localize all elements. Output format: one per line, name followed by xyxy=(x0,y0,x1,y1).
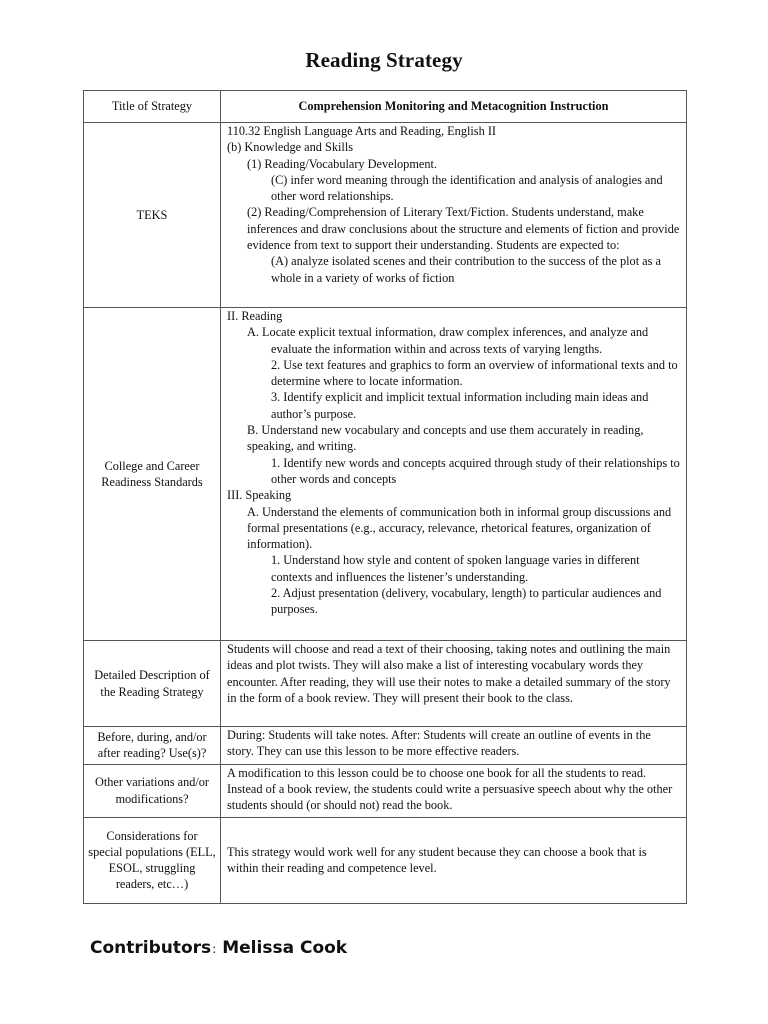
standard-line: 1. Understand how style and content of spoken language varies in different contexts and influences the listener’s understanding. xyxy=(271,553,640,584)
teks-line: (A) analyze isolated scenes and their contribution to the success of the plot as a whole in a variety of works of fiction xyxy=(271,254,661,285)
ccr-standards-content xyxy=(221,308,687,641)
uses-content: During: Students will take notes. After: Students will create an outline of events in the story. They can use this lesson to be more effective readers. xyxy=(221,727,687,765)
teks-line: 110.32 English Language Arts and Reading, English II xyxy=(227,124,497,138)
standard-line: A. Locate explicit textual information, draw complex inferences, and analyze and evaluate the information within and across texts of varying lengths. xyxy=(247,325,649,356)
special-populations-content: This strategy would work well for any student because they can choose a book that is within their reading and competence level. xyxy=(221,817,687,903)
teks-line: (1) Reading/Vocabulary Development. xyxy=(247,156,437,171)
row-label: Before, during, and/or after reading? Use(s)? xyxy=(84,727,221,765)
contributors-separator: : xyxy=(212,942,217,956)
description-content: Students will choose and read a text of their choosing, taking notes and outlining the main ideas and plot twists. They will also make a list of interesting vocabulary words they encounter. After reading, they will use their notes to make a detailed summary of the story in the form of a book review. They will present their book to the class. xyxy=(221,641,687,727)
standard-line: 3. Identify explicit and implicit textual information including main ideas and author’s purpose. xyxy=(271,390,649,421)
strategy-title-value: Comprehension Monitoring and Metacognition Instruction xyxy=(221,91,687,123)
contributor-name: Melissa Cook xyxy=(222,938,348,958)
row-label: College and Career Readiness Standards xyxy=(84,308,221,641)
teks-line: (b) Knowledge and Skills xyxy=(227,140,354,155)
standard-line: II. Reading xyxy=(227,309,283,323)
table-row xyxy=(84,817,687,903)
page-title: Reading Strategy xyxy=(305,48,463,72)
table-row xyxy=(84,308,687,641)
table-row xyxy=(84,123,687,308)
standard-line: 1. Identify new words and concepts acquired through study of their relationships to other words and concepts xyxy=(271,455,680,486)
row-label: Other variations and/or modifications? xyxy=(84,764,221,817)
standard-line: 2. Adjust presentation (delivery, vocabulary, length) to particular audiences and purposes. xyxy=(271,586,662,617)
table-row xyxy=(84,91,687,123)
row-label: Detailed Description of the Reading Strategy xyxy=(84,641,221,727)
table-row xyxy=(84,641,687,727)
contributors-line xyxy=(90,938,347,958)
contributors-label: Contributors xyxy=(90,938,212,958)
table-row xyxy=(84,764,687,817)
row-label: Title of Strategy xyxy=(84,91,221,123)
teks-line: (C) infer word meaning through the identification and analysis of analogies and other word relationships. xyxy=(271,172,663,204)
teks-line: (2) Reading/Comprehension of Literary Text/Fiction. Students understand, make inferences and draw conclusions about the structure and elements of fiction and provide evidence from text to support their understanding. Students are expected to: xyxy=(247,205,680,253)
strategy-table xyxy=(83,90,687,904)
standard-line: A. Understand the elements of communication both in informal group discussions and formal presentations (e.g., accuracy, relevance, rhetorical features, organization of information). xyxy=(247,504,672,552)
row-label: Considerations for special populations (ELL, ESOL, struggling readers, etc…) xyxy=(84,817,221,903)
row-label: TEKS xyxy=(84,123,221,308)
standard-line: B. Understand new vocabulary and concepts and use them accurately in reading, speaking, and writing. xyxy=(247,423,644,454)
variations-content: A modification to this lesson could be to choose one book for all the students to read. Instead of a book review, the students could write a persuasive speech about why the other students should (or should not) read the book. xyxy=(221,764,687,817)
table-row xyxy=(84,727,687,765)
standard-line: 2. Use text features and graphics to form an overview of informational texts and to determine where to locate information. xyxy=(271,357,678,389)
teks-content xyxy=(221,123,687,308)
standard-line: III. Speaking xyxy=(227,488,292,503)
